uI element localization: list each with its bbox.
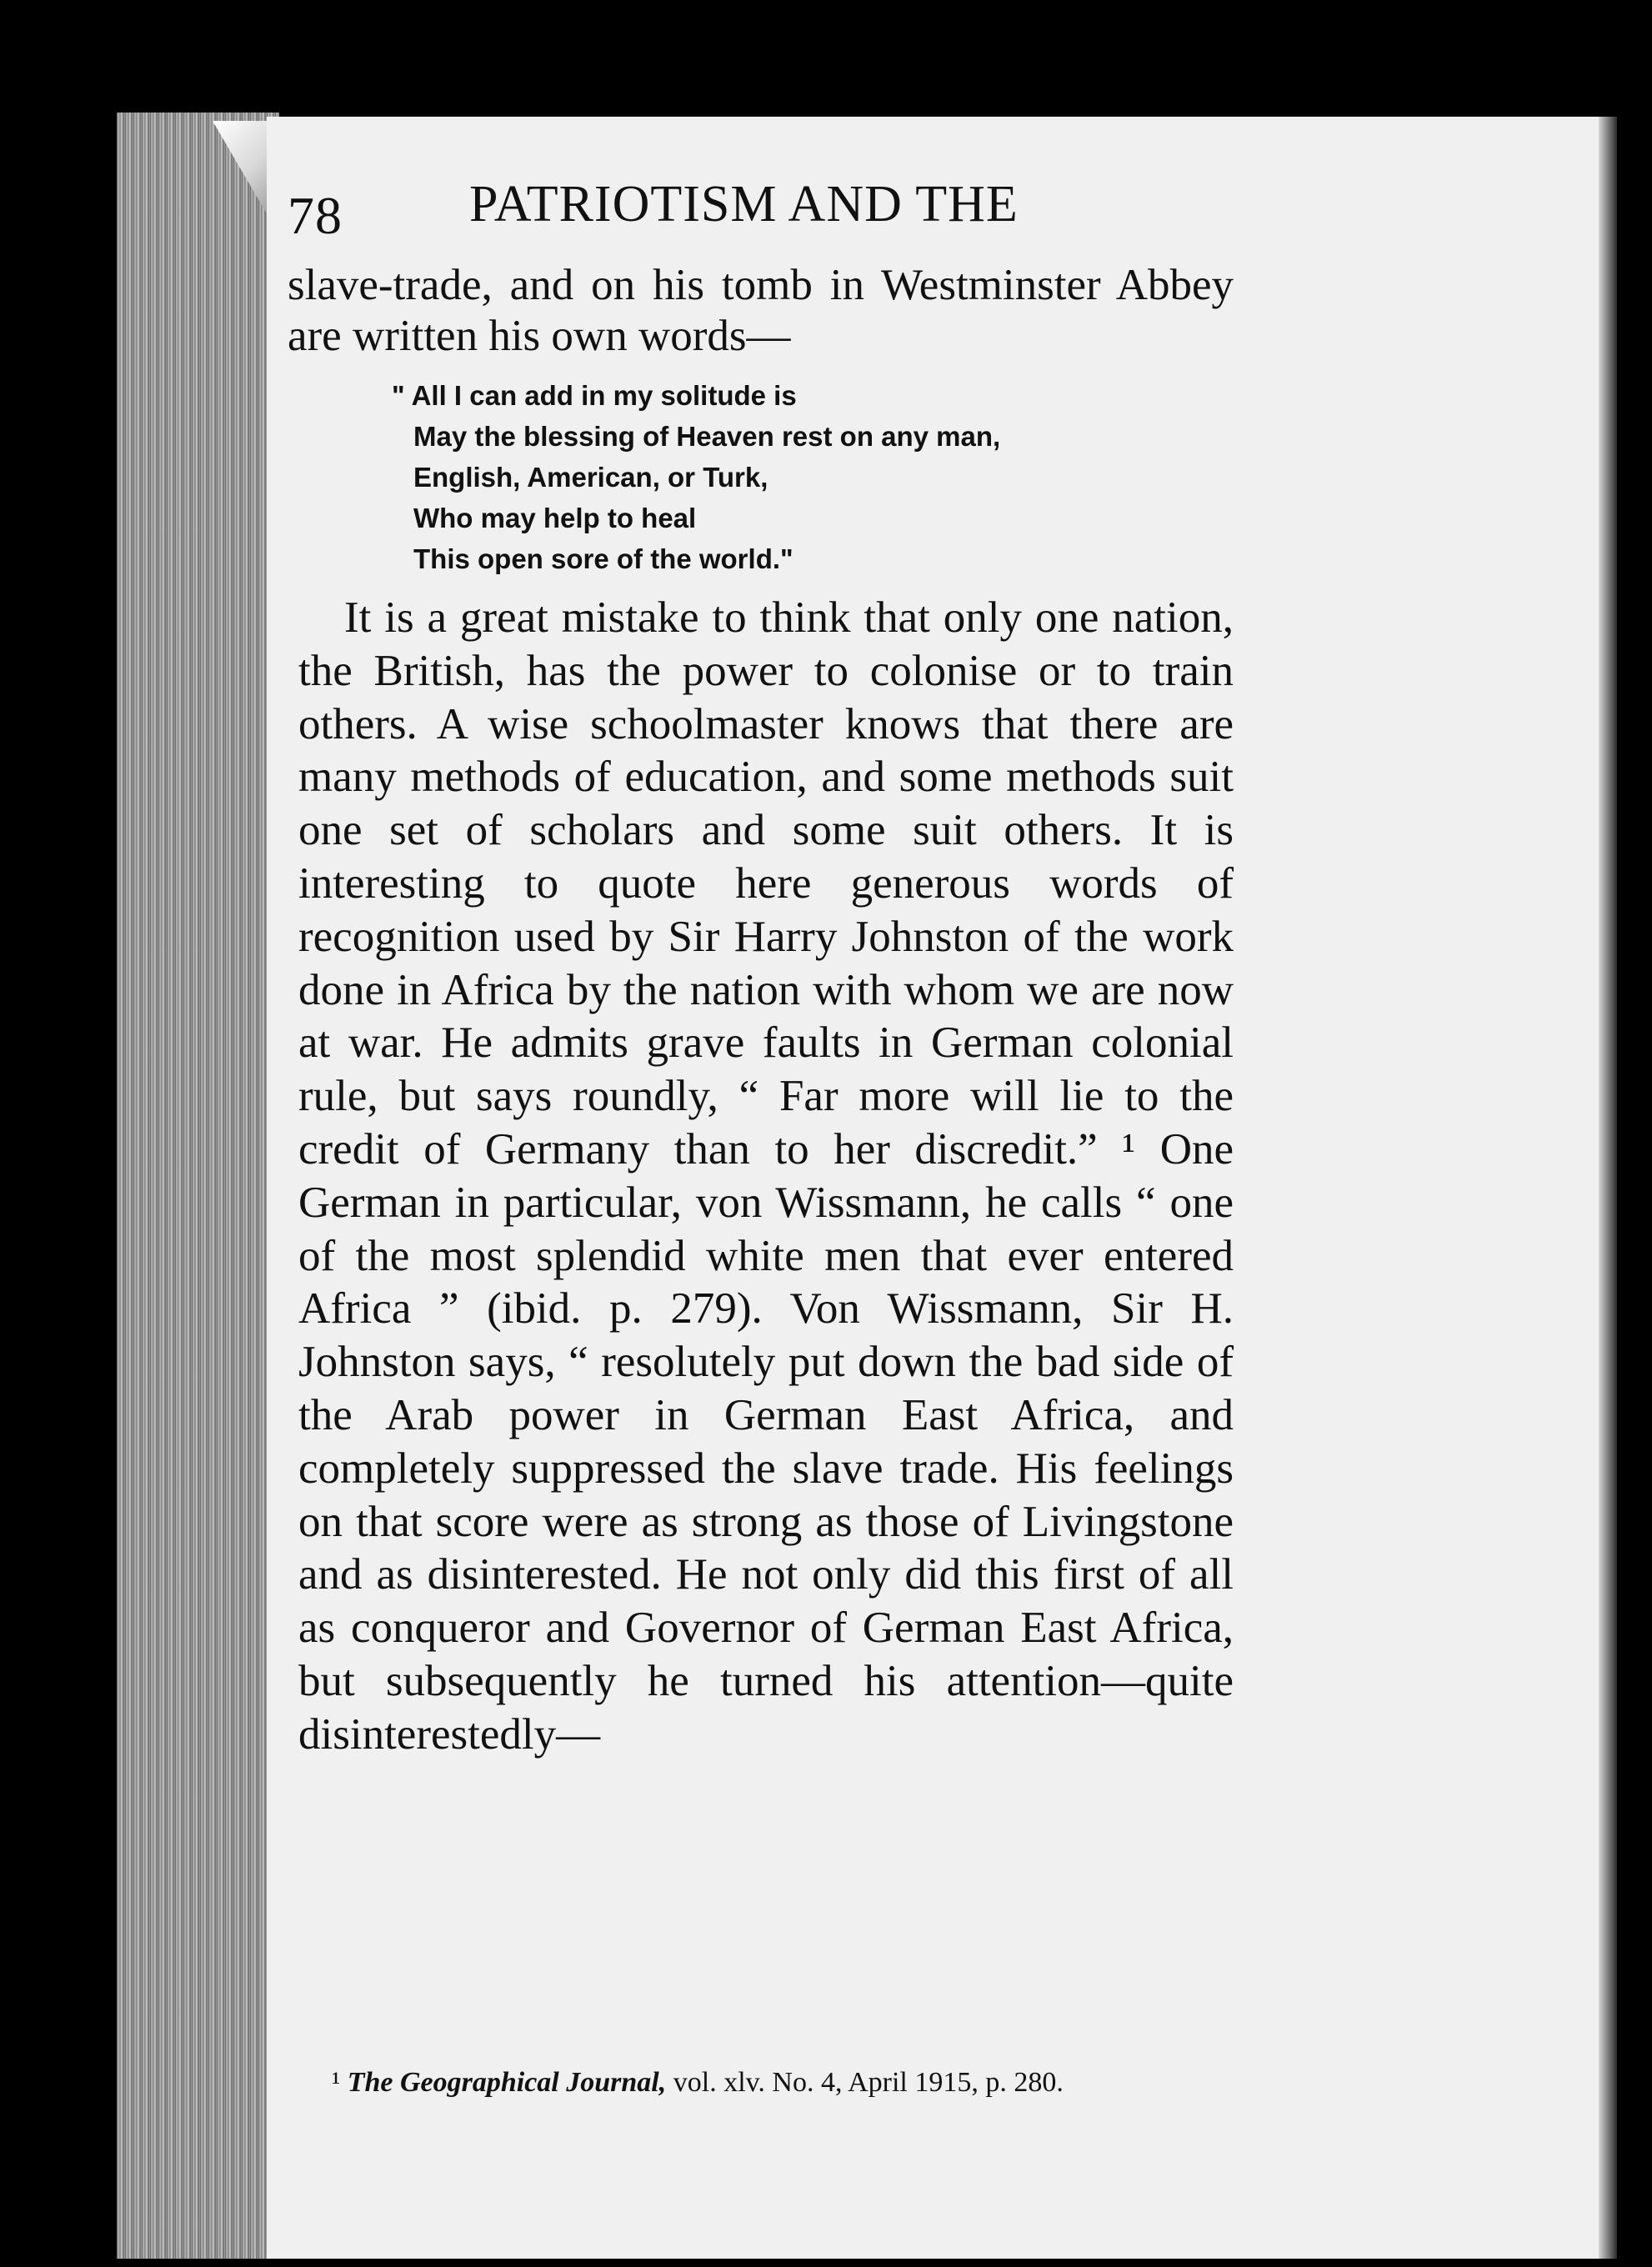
- footnote-journal-title: The Geographical Journal,: [347, 2067, 667, 2098]
- footnote-citation: vol. xlv. No. 4, April 1915, p. 280.: [673, 2067, 1064, 2098]
- page-gutter-shadow: [1599, 117, 1617, 2259]
- page-number: 78: [288, 186, 343, 245]
- quote-line: " All I can add in my solitude is: [392, 380, 797, 411]
- intro-paragraph: slave-trade, and on his tomb in Westminster Abbey are written his own words—: [288, 261, 1234, 360]
- running-head: PATRIOTISM AND THE: [469, 176, 1019, 233]
- footnote-marker: ¹: [332, 2067, 341, 2098]
- quote-line: English, American, or Turk,: [413, 462, 768, 493]
- quote-line: Who may help to heal: [413, 503, 697, 533]
- page-header: [288, 175, 1204, 250]
- quote-line: May the blessing of Heaven rest on any man,: [413, 421, 1001, 452]
- block-quote: [392, 375, 1209, 579]
- quote-line: This open sore of the world.": [413, 543, 793, 574]
- footnote: [332, 2067, 1240, 2099]
- main-paragraph: It is a great mistake to think that only one nation, the British, has the power to colonise or to train others. A wise schoolmaster knows that there are many methods of education, and some methods suit one set of scholars and some suit others. It is interesting to quote here generous words of recognition used by Sir Harry Johnston of the work done in Africa by the nation with whom we are now at war. He admits grave faults in German colonial rule, but says roundly, “ Far more will lie to the credit of Germany than to her discredit.” ¹ One German in particular, von Wissmann, he calls “ one of the most splendid white men that ever entered Africa ” (ibid. p. 279). Von Wissmann, Sir H. Johnston says, “ resolutely put down the bad side of the Arab power in German East Africa, and completely suppressed the slave trade. His feelings on that score were as strong as those of Livingstone and as disinterested. He not only did this first of all as conqueror and Governor of German East Africa, but subsequently he turned his attention—quite disinterestedly—: [298, 593, 1234, 1759]
- page-edge: [117, 113, 279, 2259]
